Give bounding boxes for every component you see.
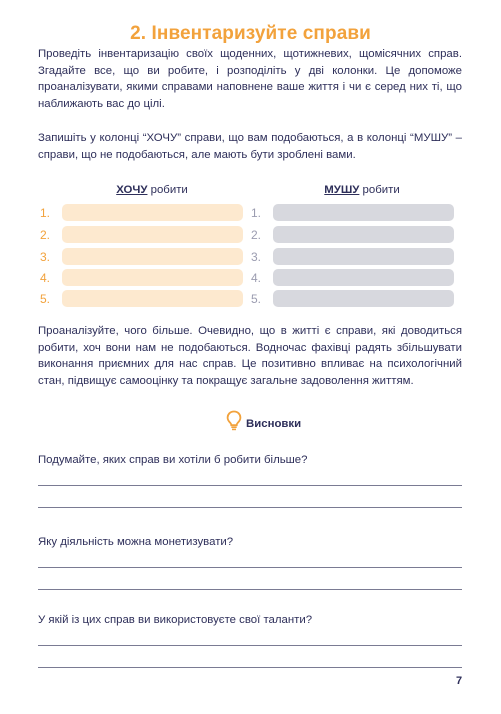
want-row: [40, 290, 243, 307]
want-row: [40, 248, 243, 265]
must-row-number: 4.: [251, 270, 262, 285]
want-row-number: 3.: [40, 249, 51, 264]
must-entry-field[interactable]: [273, 290, 454, 307]
want-row-number: 5.: [40, 291, 51, 306]
must-keyword: МУШУ: [324, 184, 360, 196]
want-row: [40, 204, 243, 221]
want-keyword: ХОЧУ: [116, 184, 148, 196]
must-row: [251, 226, 454, 243]
must-rest: робити: [359, 184, 400, 196]
must-entry-field[interactable]: [273, 269, 454, 286]
want-entry-field[interactable]: [62, 248, 243, 265]
want-row-number: 2.: [40, 227, 51, 242]
lightbulb-icon: [226, 410, 242, 437]
want-row-number: 1.: [40, 205, 51, 220]
must-row: [251, 248, 454, 265]
want-row: [40, 226, 243, 243]
must-row-number: 1.: [251, 205, 262, 220]
must-row: [251, 290, 454, 307]
must-row-number: 3.: [251, 249, 262, 264]
question-1: Подумайте, яких справ ви хотіли б робити більше?: [38, 454, 308, 466]
answer-line[interactable]: [38, 667, 462, 668]
answer-line[interactable]: [38, 589, 462, 590]
must-column-header: [272, 184, 452, 196]
want-entry-field[interactable]: [62, 290, 243, 307]
want-entry-field[interactable]: [62, 269, 243, 286]
analysis-paragraph: Проаналізуйте, чого більше. Очевидно, що в житті є справи, які доводиться робити, хоч вони нам не подобаються. Водночас фахівці радять збільшувати виконання приємних для нас справ. Це позитивно впливає на психологічний стан, підвищує самооцінку та покращує загальне задоволення життям.: [38, 325, 462, 387]
answer-line[interactable]: [38, 567, 462, 568]
question-3: У якій із цих справ ви використовуєте свої таланти?: [38, 614, 313, 626]
answer-line[interactable]: [38, 507, 462, 508]
want-entry-field[interactable]: [62, 204, 243, 221]
conclusions-label: Висновки: [246, 417, 302, 430]
page-number: 7: [456, 675, 463, 687]
must-row: [251, 269, 454, 286]
want-row-number: 4.: [40, 270, 51, 285]
want-rest: робити: [147, 184, 188, 196]
want-entry-field[interactable]: [62, 226, 243, 243]
instruction-paragraph: Запишіть у колонці “ХОЧУ” справи, що вам подобаються, а в колонці “МУШУ” – справи, що не подобаються, але мають бути зроблені вами.: [38, 132, 462, 161]
conclusions-heading: [226, 410, 301, 437]
want-column-header: [62, 184, 242, 196]
must-row: [251, 204, 454, 221]
must-row-number: 2.: [251, 227, 262, 242]
intro-paragraph: Проведіть інвентаризацію своїх щоденних, щотижневих, щомісячних справ. Згадайте все, що ви робите, і розподіліть у дві колонки. Це допоможе проаналізувати, якими справами наповнене ваше життя і чи є серед них ті, що наближають вас до цілі.: [38, 48, 462, 110]
answer-line[interactable]: [38, 485, 462, 486]
answer-line[interactable]: [38, 645, 462, 646]
must-entry-field[interactable]: [273, 226, 454, 243]
must-row-number: 5.: [251, 291, 262, 306]
must-entry-field[interactable]: [273, 204, 454, 221]
must-entry-field[interactable]: [273, 248, 454, 265]
question-2: Яку діяльність можна монетизувати?: [38, 536, 234, 548]
section-title: 2. Інвентаризуйте справи: [130, 23, 371, 44]
want-row: [40, 269, 243, 286]
